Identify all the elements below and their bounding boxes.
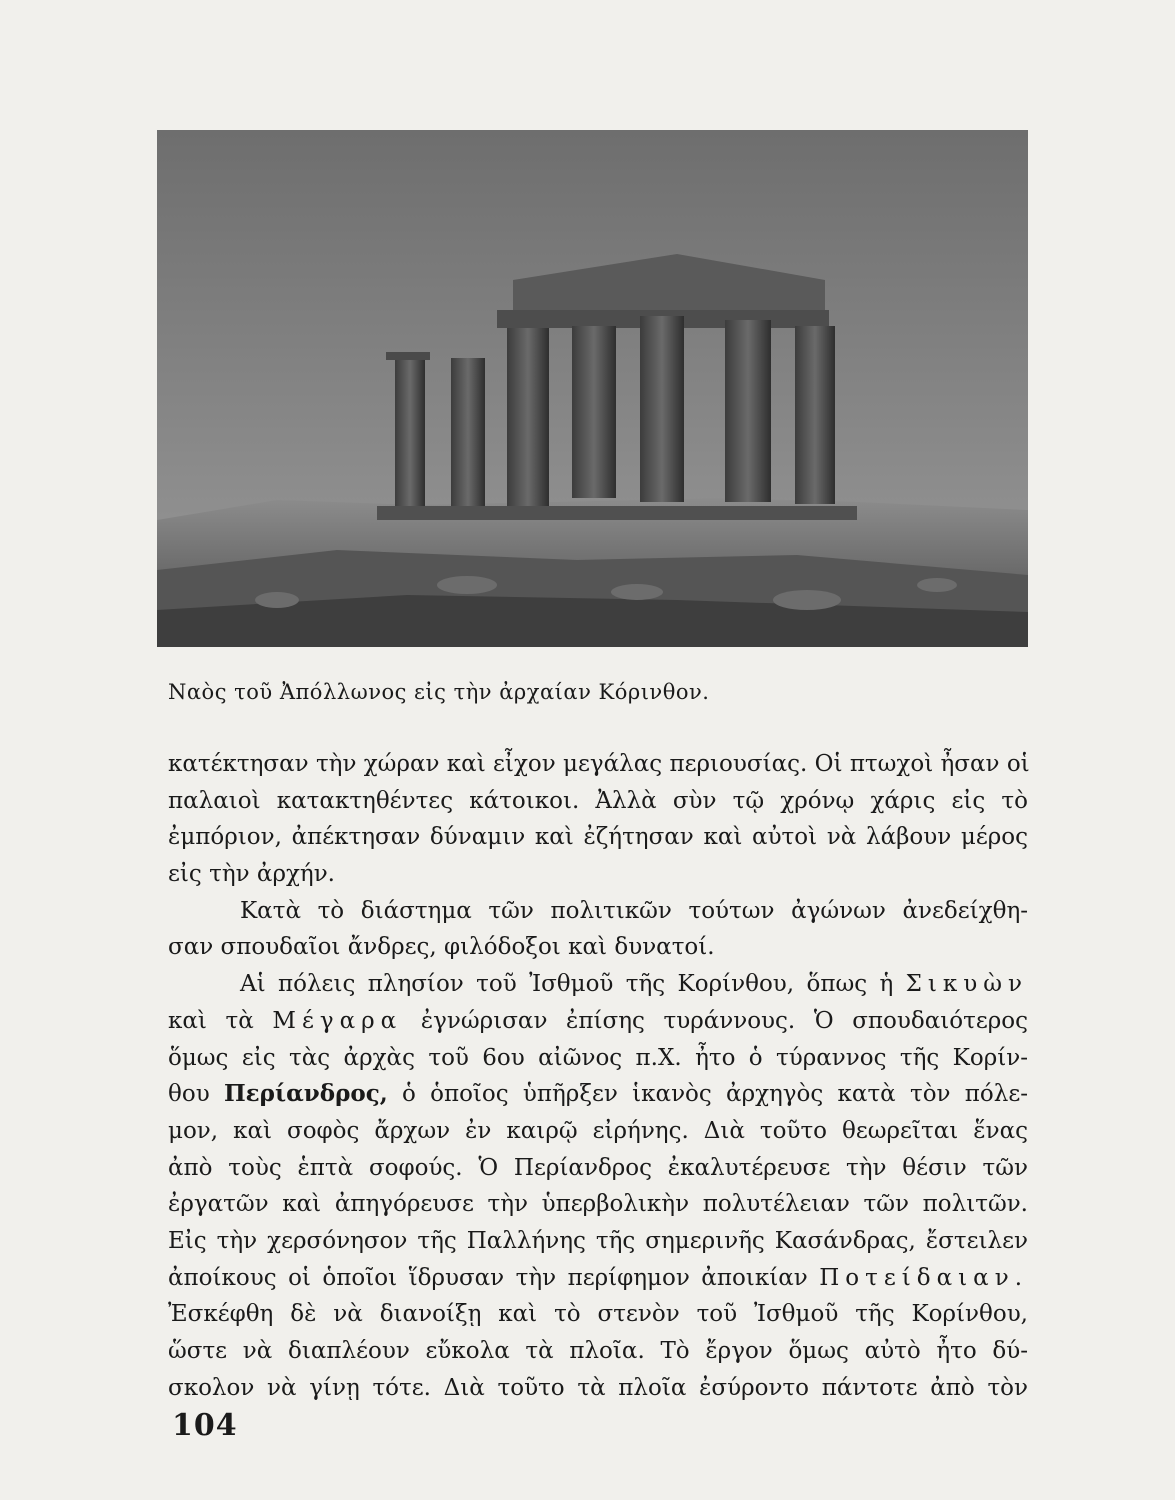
body-text — [168, 746, 1028, 1406]
text-line — [168, 1260, 1028, 1297]
text-line: Εἰς τὴν χερσόνησον τῆς Παλλήνης τῆς σημερινῆς Κασάνδρας, ἔστειλεν — [168, 1227, 1028, 1254]
text-line: μον, καὶ σοφὸς ἄρχων ἐν καιρῷ εἰρήνης. Διὰ τοῦτο θεωρεῖται ἕνας — [168, 1117, 1028, 1144]
text-line — [168, 1003, 1028, 1040]
place-name-sikyon: Σικυὼν — [905, 971, 1029, 998]
text-segment: ἐγνώρισαν ἐπίσης τυράννους. Ὁ σπουδαιότερος — [420, 1007, 1029, 1034]
text-segment: Αἱ πόλεις πλησίον τοῦ Ἰσθμοῦ τῆς Κορίνθου, ὅπως ἡ — [240, 971, 894, 998]
place-name-megara: Μέγαρα — [272, 1007, 403, 1034]
place-name-poteidaia: Ποτείδαιαν. — [819, 1264, 1029, 1291]
text-line — [168, 1076, 1028, 1113]
text-line — [168, 966, 1028, 1003]
name-periandros: Περίανδρος, — [223, 1080, 388, 1108]
page-number: 104 — [172, 1408, 238, 1443]
text-line: Κατὰ τὸ διάστημα τῶν πολιτικῶν τούτων ἀγώνων ἀνεδείχθη- — [240, 897, 1028, 924]
text-segment: ὁ ὁποῖος ὑπῆρξεν ἱκανὸς ἀρχηγὸς κατὰ τὸν πόλε- — [402, 1081, 1029, 1108]
text-line: ἐργατῶν καὶ ἀπηγόρευσε τὴν ὑπερβολικὴν πολυτέλειαν τῶν πολιτῶν. — [168, 1191, 1028, 1218]
temple-illustration — [157, 130, 1028, 647]
figure-caption: Ναὸς τοῦ Ἀπόλλωνος εἰς τὴν ἀρχαίαν Κόρινθον. — [168, 680, 710, 704]
text-line: εἰς τὴν ἀρχήν. — [168, 861, 335, 888]
text-segment: θου — [168, 1081, 210, 1108]
text-line: σαν σπουδαῖοι ἄνδρες, φιλόδοξοι καὶ δυνατοί. — [168, 934, 715, 961]
text-line: παλαιοὶ κατακτηθέντες κάτοικοι. Ἀλλὰ σὺν τῷ χρόνῳ χάρις εἰς τὸ — [168, 787, 1028, 814]
text-line: ἐμπόριον, ἀπέκτησαν δύναμιν καὶ ἐζήτησαν καὶ αὐτοὶ νὰ λάβουν μέρος — [168, 824, 1028, 851]
text-line: σκολον νὰ γίνῃ τότε. Διὰ τοῦτο τὰ πλοῖα ἐσύροντο πάντοτε ἀπὸ τὸν — [168, 1374, 1028, 1401]
text-line: ἀπὸ τοὺς ἑπτὰ σοφούς. Ὁ Περίανδρος ἐκαλυτέρευσε τὴν θέσιν τῶν — [168, 1154, 1028, 1181]
text-segment: καὶ τὰ — [168, 1007, 254, 1034]
text-line: Ἐσκέφθη δὲ νὰ διανοίξῃ καὶ τὸ στενὸν τοῦ Ἰσθμοῦ τῆς Κορίνθου, — [168, 1301, 1028, 1328]
text-line: ὥστε νὰ διαπλέουν εὔκολα τὰ πλοῖα. Τὸ ἔργον ὅμως αὐτὸ ἦτο δύ- — [168, 1338, 1028, 1364]
text-line: ὅμως εἰς τὰς ἀρχὰς τοῦ 6ου αἰῶνος π.Χ. ἦτο ὁ τύραννος τῆς Κορίν- — [168, 1044, 1028, 1071]
temple-photo — [157, 130, 1028, 647]
text-segment: ἀποίκους οἱ ὁποῖοι ἵδρυσαν τὴν περίφημον ἀποικίαν — [168, 1264, 808, 1291]
text-line: κατέκτησαν τὴν χώραν καὶ εἶχον μεγάλας περιουσίας. Οἱ πτωχοὶ ἦσαν οἱ — [168, 751, 1030, 777]
